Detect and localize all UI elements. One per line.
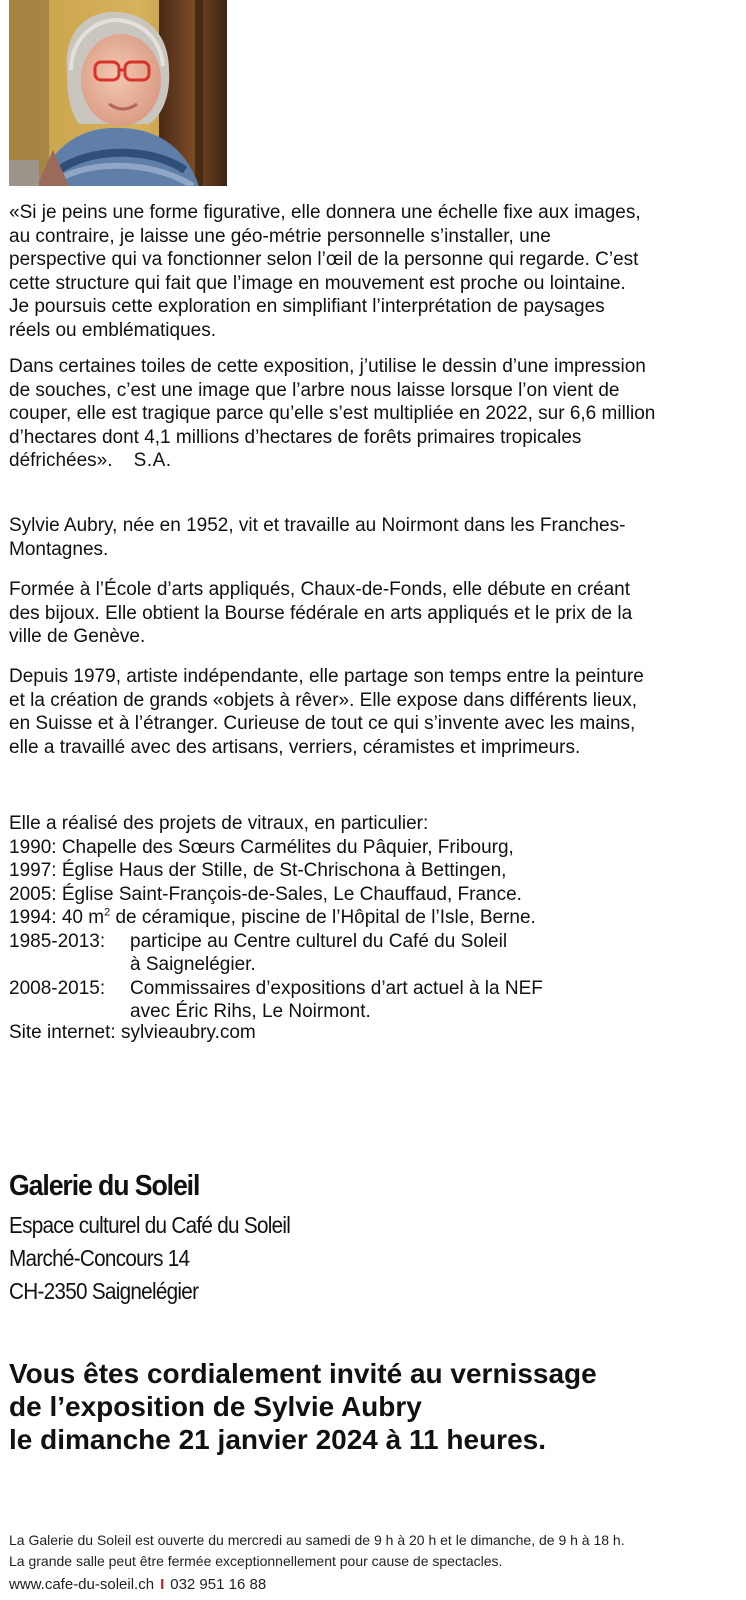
bio-paragraph-1: Sylvie Aubry, née en 1952, vit et travaille au Noirmont dans les Franches-Montagnes. [9, 515, 626, 560]
project-year: 2005: [9, 883, 57, 905]
project-area: 40 m [61, 907, 105, 928]
bio-paragraph-3: Depuis 1979, artiste indépendante, elle partage son temps entre la peinture et la création de grands «objets à rêver». Elle expose dans différents lieux, en Suisse et à l’étranger. Curieuse de tout ce qui s’invente avec les mains, elle a travaillé avec des artisans, verriers, céramistes et imprimeurs. [9, 666, 644, 758]
project-item [9, 836, 649, 860]
invitation-line-1: Vous êtes cordialement invité au vernissage [9, 1358, 597, 1389]
closure-note: La grande salle peut être fermée exceptionnellement pour cause de spectacles. [9, 1553, 503, 1569]
project-year: 2008-2015: [9, 977, 106, 999]
project-description-line-2: à Saignelégier. [130, 954, 256, 975]
project-year: 1990: [9, 836, 57, 858]
opening-hours: La Galerie du Soleil est ouverte du mercredi au samedi de 9 h à 20 h et le dimanche, de 9 h à 18 h. [9, 1532, 625, 1548]
invitation-line-3: le dimanche 21 janvier 2024 à 11 heures. [9, 1424, 546, 1455]
footer-website-link[interactable]: www.cafe-du-soleil.ch [9, 1576, 155, 1593]
website-link[interactable]: sylvieaubry.com [120, 1022, 256, 1043]
phone-number[interactable]: 032 951 16 88 [170, 1576, 267, 1593]
project-item [9, 859, 649, 883]
gallery-name: Galerie du Soleil [9, 1170, 200, 1202]
bio-paragraph-2: Formée à l’École d’arts appliqués, Chaux-de-Fonds, elle débute en créant des bijoux. Elle obtient la Bourse fédérale en arts appliqués et le prix de la ville de Genève. [9, 579, 633, 647]
project-item [9, 977, 649, 1024]
quote-signature: S.A. [133, 450, 172, 471]
project-year: 1997: [9, 860, 57, 881]
footer [9, 1530, 739, 1595]
project-description: Église Haus der Stille, de St-Chrischona à Bettingen, [61, 860, 507, 881]
quote-paragraph-2-text: Dans certaines toiles de cette exposition, j’utilise le dessin d’une impression de souches, c’est une image que l’arbre nous laisse lorsque l’on vient de couper, elle est tragique parce qu’elle s’est multipliée en 2022, sur 6,6 million d’hectares dont 4,1 millions d’hectares de forêts primaires tropicales défrichées». [9, 356, 656, 471]
project-description [130, 930, 507, 977]
artist-quote-paragraph-1: «Si je peins une forme figurative, elle donnera une échelle fixe aux images, au contraire, je laisse une géo-métrie personnelle s’installer, une perspective qui va fonctionner selon l’œil de la personne qui regarde. C’est cette structure qui fait que l’image en mouvement est proche ou lointaine. Je poursuis cette exploration en simplifiant l’interprétation de paysages réels ou emblématiques. [9, 202, 641, 341]
project-description-line-2: avec Éric Rihs, Le Noirmont. [130, 1001, 371, 1022]
artist-portrait-photo [9, 0, 227, 186]
project-item [9, 883, 649, 907]
project-year: 1985-2013: [9, 930, 106, 952]
gallery-address-line-1: Espace culturel du Café du Soleil [9, 1212, 291, 1238]
project-description [130, 977, 543, 1024]
vernissage-invitation [9, 1357, 709, 1456]
invitation-line-2: de l’exposition de Sylvie Aubry [9, 1391, 422, 1422]
gallery-address-line-2: Marché-Concours 14 [9, 1245, 190, 1271]
project-description-line-1: Commissaires d’expositions d’art actuel à la NEF [130, 977, 543, 999]
project-description: Église Saint-François-de-Sales, Le Chauffaud, France. [61, 883, 522, 905]
project-description-line-1: participe au Centre culturel du Café du Soleil [130, 930, 508, 952]
project-area-rest: de céramique, piscine de l’Hôpital de l’Isle, Berne. [110, 907, 536, 928]
stained-glass-projects [9, 812, 649, 1024]
project-area-superscript: 2 [104, 906, 111, 919]
project-item [9, 906, 649, 930]
projects-intro: Elle a réalisé des projets de vitraux, en particulier: [9, 813, 429, 834]
project-year: 1994: [9, 907, 57, 928]
project-description [62, 906, 536, 930]
artist-quote-paragraph-2 [9, 355, 659, 473]
portrait-photo-icon [9, 0, 227, 186]
gallery-address-line-3: CH-2350 Saignelégier [9, 1278, 199, 1304]
website-line [9, 1021, 256, 1045]
contact-line [9, 1574, 739, 1595]
separator-bar: I [160, 1576, 165, 1593]
project-description: Chapelle des Sœurs Carmélites du Pâquier, Fribourg, [61, 836, 514, 858]
project-item [9, 930, 649, 977]
website-label: Site internet: [9, 1022, 116, 1043]
